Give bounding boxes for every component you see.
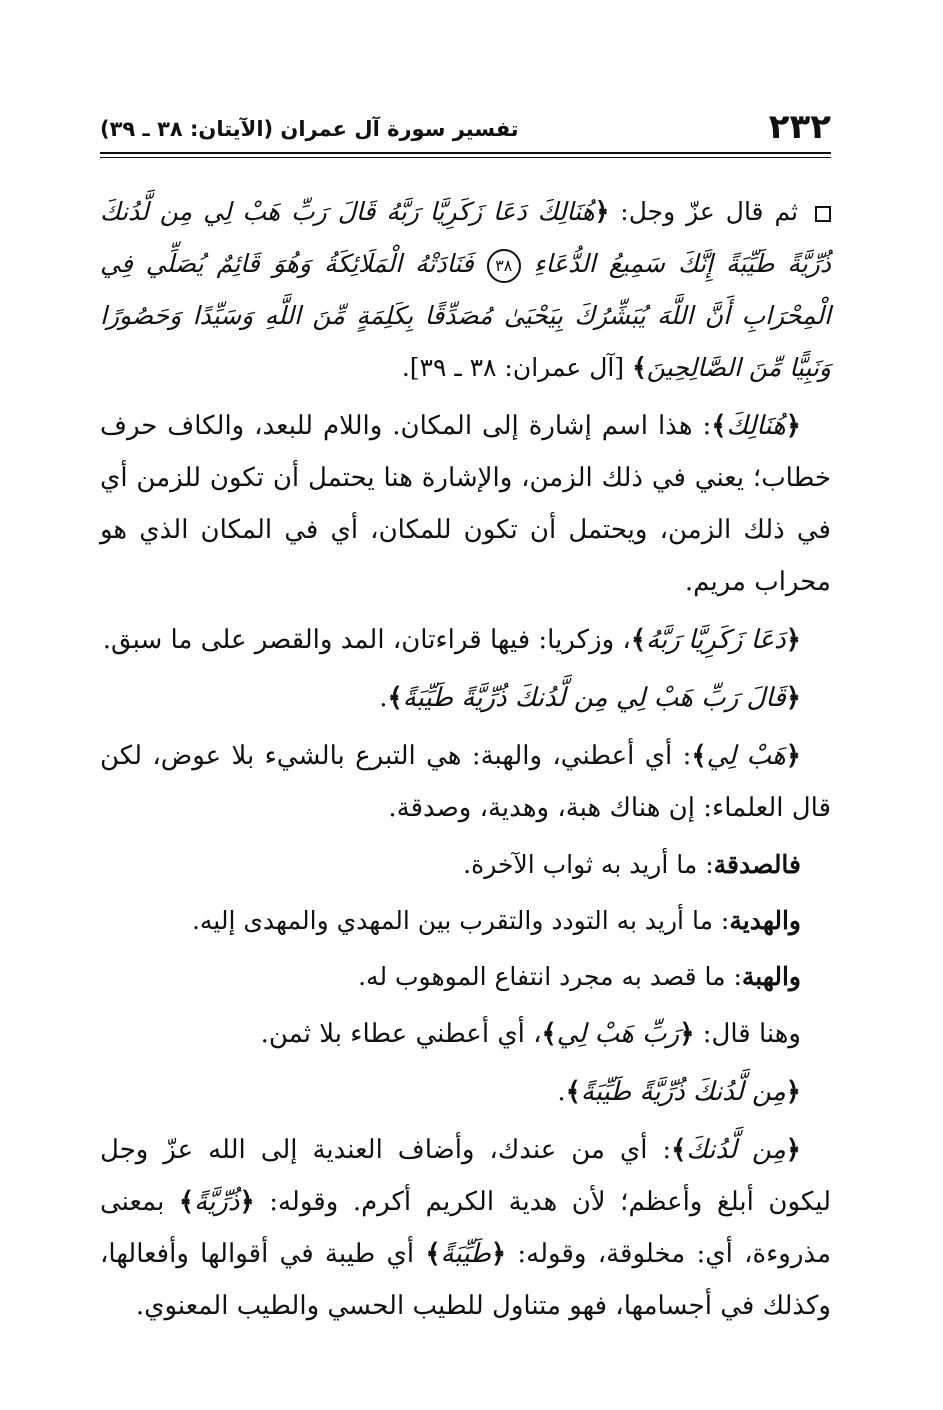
close-bracket: ﴾ (671, 1135, 687, 1165)
page-number: ٢٣٢ (768, 107, 831, 147)
paragraph-lead: وهنا قال: (702, 1019, 801, 1049)
paragraph-qala-rabbi (100, 672, 831, 724)
open-bracket: ﴿ (785, 741, 801, 771)
definition-text: : ما أريد به التودد والتقرب بين المهدي والمهدى إليه. (191, 906, 730, 935)
definition-text: : ما قصد به مجرد انتفاع الموهوب له. (358, 962, 742, 991)
definition-term: والهدية (729, 906, 801, 935)
paragraph-text-3: أي طيبة في أقوالها وأفعالها، وكذلك في أجسامها، فهو متناول للطيب الحسي والطيب المعنوي. (100, 1239, 831, 1321)
running-title: تفسير سورة آل عمران (الآيتان: ٣٨ ـ ٣٩) (100, 117, 519, 141)
quote-hab-li: هَبْ لِي (706, 741, 786, 771)
paragraph-hunalika (100, 400, 831, 608)
paragraph-text: . (557, 1077, 566, 1107)
quote-hunalika: هُنَالِكَ (726, 411, 786, 441)
close-bracket: ﴾ (541, 1019, 557, 1049)
paragraph-hab-li (100, 730, 831, 834)
definition-text: : ما أريد به ثواب الآخرة. (463, 850, 714, 879)
open-bracket: ﴿ (490, 1239, 507, 1269)
close-bracket: ﴾ (178, 1187, 195, 1217)
definition-term: فالصدقة (713, 850, 801, 879)
ayah-number-badge: ٣٨ (487, 249, 521, 283)
verse-part2: فَنَادَتْهُ الْمَلَائِكَةُ وَهُوَ قَائِمٌ يُصَلِّي فِي الْمِحْرَابِ أَنَّ اللَّهَ يُبَشِّرُكَ بِيَحْيَىٰ مُصَدِّقًا بِكَلِمَةٍ مِّنَ اللَّهِ وَسَيِّدًا وَحَصُورًا وَنَبِيًّا مِّنَ الصَّالِحِينَ (100, 249, 831, 382)
paragraph-zakariya (100, 614, 831, 666)
quote-zakariya: دَعَا زَكَرِيَّا رَبَّهُ (646, 625, 786, 655)
paragraph-text-1: : أي من عندك، وأضاف العندية إلى الله عزّ وجل ليكون أبلغ وأعظم؛ لأن هدية الكريم أكرم. وقوله: (100, 1135, 832, 1217)
page-header (100, 96, 831, 147)
definitions-list (100, 840, 831, 1002)
open-bracket: ﴿ (785, 1135, 801, 1165)
verse-part1: هُنَالِكَ دَعَا زَكَرِيَّا رَبَّهُ قَالَ رَبِّ هَبْ لِي مِن لَّدُنكَ ذُرِّيَّةً طَيِّبَةً إِنَّكَ سَمِيعُ الدُّعَاءِ (100, 197, 831, 278)
quote-rabbi-hab-li: رَبِّ هَبْ لِي (556, 1019, 680, 1049)
open-bracket: ﴿ (785, 411, 801, 441)
paragraph-text: . (379, 683, 388, 713)
definition-term: والهبة (741, 962, 801, 991)
quote-tayyiba: طَيِّبَةً (440, 1239, 491, 1269)
intro-verse-paragraph (100, 186, 831, 394)
quote-min-ladunka: مِن لَّدُنكَ (686, 1135, 786, 1165)
open-bracket: ﴿ (785, 625, 801, 655)
open-bracket: ﴿ (785, 1077, 801, 1107)
paragraph-text: ، أي أعطني عطاء بلا ثمن. (260, 1019, 542, 1049)
quote-dhurriyya: ذُرِّيَّةً (194, 1187, 240, 1217)
paragraph-text: : أي أعطني، والهبة: هي التبرع بالشيء بلا عوض، لكن قال العلماء: إن هناك هبة، وهدية، وصدقة. (100, 741, 831, 823)
open-bracket: ﴿ (785, 683, 801, 713)
paragraph-wa-huna (100, 1008, 831, 1060)
open-bracket: ﴿ (679, 1019, 695, 1049)
definition-sadaqa (100, 840, 831, 890)
intro-lead: ثم قال عزّ وجل: (620, 197, 799, 226)
close-bracket: ﴾ (425, 1239, 441, 1269)
close-bracket: ﴾ (387, 683, 403, 713)
quote-min-ladunka-dhurriyya: مِن لَّدُنكَ ذُرِّيَّةً طَيِّبَةً (580, 1077, 786, 1107)
paragraph-min-ladunka-quote (100, 1066, 831, 1118)
open-bracket: ﴿ (239, 1187, 255, 1217)
close-bracket: ﴾ (630, 625, 647, 655)
paragraph-text: ، وزكريا: فيها قراءتان، المد والقصر على ما سبق. (102, 625, 631, 655)
quote-qala-rabbi: قَالَ رَبِّ هَبْ لِي مِن لَّدُنكَ ذُرِّيَّةً طَيِّبَةً (402, 683, 786, 713)
close-bracket: ﴾ (691, 741, 707, 771)
paragraph-text-2: بمعنى مذروءة، أي: مخلوقة، وقوله: (100, 1187, 831, 1269)
paragraph-min-ladunka (100, 1124, 831, 1332)
page-body (100, 186, 831, 1332)
definition-hiba (100, 952, 831, 1002)
definition-hadiyya (100, 896, 831, 946)
close-bracket: ﴾ (711, 411, 727, 441)
verse-citation: [آل عمران: ٣٨ ـ ٣٩]. (401, 353, 625, 382)
header-rule (100, 152, 831, 158)
close-bracket: ﴾ (565, 1077, 581, 1107)
close-bracket: ﴾ (632, 353, 647, 382)
paragraph-text: : هذا اسم إشارة إلى المكان. واللام للبعد، والكاف حرف خطاب؛ يعني في ذلك الزمن، والإشارة هنا يحتمل أن تكون للزمن أي في ذلك الزمن، ويحتمل أن تكون للمكان، أي في المكان الذي هو محراب مريم. (100, 411, 832, 597)
section-marker-icon (815, 206, 831, 222)
open-bracket: ﴿ (594, 197, 610, 226)
